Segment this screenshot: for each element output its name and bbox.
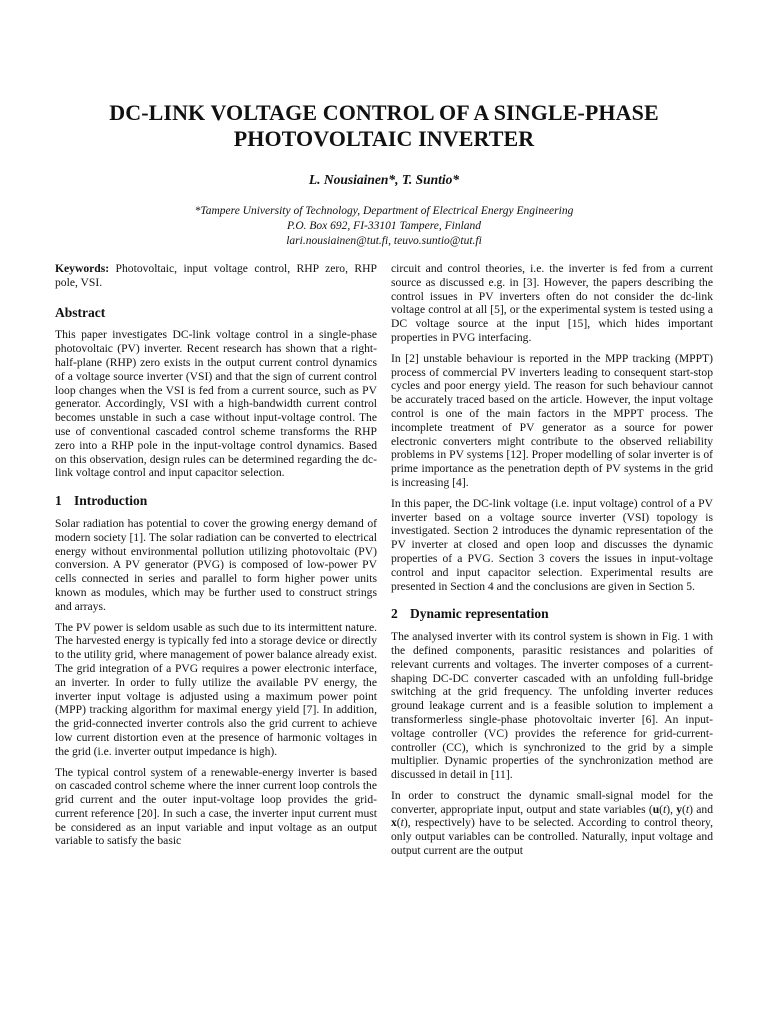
variable-y: y <box>676 802 683 816</box>
affiliation-emails: lari.nousiainen@tut.fi, teuvo.suntio@tut.fi <box>286 235 482 247</box>
variable-t: t <box>685 802 690 816</box>
variable-t: t <box>400 816 404 830</box>
variable-t: t <box>663 802 667 816</box>
title-line-2: PHOTOVOLTAIC INVERTER <box>233 126 535 151</box>
section-1-heading <box>55 494 377 508</box>
right-column <box>391 262 713 865</box>
title-line-1: DC-LINK VOLTAGE CONTROL OF A SINGLE-PHASE <box>109 100 659 125</box>
paper-title <box>40 100 728 152</box>
text-run: ) and <box>689 802 713 816</box>
left-column <box>55 262 377 855</box>
section-2-number: 2 <box>391 606 398 622</box>
keywords-label: Keywords: <box>55 262 110 275</box>
text-run: ( <box>396 816 401 830</box>
section-2-paragraph: The analysed inverter with its control system is shown in Fig. 1 with the defined components, parasitic resistances and polarities of relevant currents and voltages. The inverter composes of a current-shaping DC-DC converter cascaded with an unfolding full-bridge switching at the grid frequency. The unfolding inverter reduces ground leakage current and is a feasible solution to implement a transformerless single-phase photovoltaic inverter [6]. An input-voltage controller (VC) provides the reference for grid-current-controller (CC), which is synchronized to the grid by a simple multiplier. Dynamic properties of the synchronization method are discussed in detail in [11]. <box>391 630 713 782</box>
section-1-paragraph: Solar radiation has potential to cover the growing energy demand of modern society [1]. The solar radiation can be converted to electrical energy without environmental pollution utilizing photovoltaic (PV) conversion. A PV generator (PVG) is composed of low-power PV cells connected in series and parallel to form higher power units known as modules, which may be further used to construct strings and arrays. <box>55 516 377 613</box>
section-1-title: Introduction <box>74 493 148 509</box>
section-2-title: Dynamic representation <box>410 606 549 622</box>
affiliation-line-2: P.O. Box 692, FI-33101 Tampere, Finland <box>286 220 482 232</box>
section-1-paragraph: The typical control system of a renewable-energy inverter is based on cascaded control scheme where the inner current loop controls the grid current and the outer input-voltage loop provides the grid-current reference [20]. In such a case, the inverter input current must be considered as an input variable and input voltage as an output variable to satisfy the basic <box>55 765 377 848</box>
variable-u: u <box>652 802 660 816</box>
abstract-heading: Abstract <box>55 304 106 320</box>
section-1-paragraph: The PV power is seldom usable as such due to its intermittent nature. The harvested energy is typically fed into a storage device or directly to the utility grid, where management of power balance already exist. The grid integration of a PVG requires a power electronic interface, an inverter. In order to fully utilize the available PV energy, the inverter input voltage is adjusted using a maximum power point (MPP) tracking algorithm for maximal energy yield [7]. In addition, the grid-connected inverter controls also the grid current to achieve low current distortion even at the presence of harmonic voltages in the grid (i.e. inverter output impedance is high). <box>55 620 377 758</box>
text-run: ( <box>682 802 686 816</box>
section-1-number: 1 <box>55 493 62 509</box>
keywords <box>55 262 377 290</box>
variable-x: x <box>391 816 397 830</box>
section-1-paragraph: In [2] unstable behaviour is reported in the MPP tracking (MPPT) process of commercial PV inverters leading to consequent start-stop cycles and poor energy yield. The reason for such behaviour cannot be accurately traced based on the article. However, the input voltage control is one of the main factors in the MPPT process. The incomplete treatment of PV generator as a source for power electronic converters might contribute to the observed reliability problems in PV systems [12]. Proper modelling of solar inverter is of prime importance as the penetration depth of PV systems in the grid is increasing [4]. <box>391 351 713 489</box>
text-run: ), <box>666 802 677 816</box>
text-run: In order to construct the dynamic small-signal model for the converter, appropriate input, output and state variables ( <box>391 788 713 816</box>
section-2-heading <box>391 607 713 621</box>
section-2-paragraph <box>391 789 713 858</box>
paper-affiliation <box>40 204 728 249</box>
paper-authors: L. Nousiainen*, T. Suntio* <box>308 172 460 187</box>
section-1-paragraph: In this paper, the DC-link voltage (i.e. input voltage) control of a PV inverter based on a voltage source inverter (VSI) topology is investigated. Section 2 introduces the dynamic representation of the PV inverter at closed and open loop and discusses the dynamic properties of a PVG. Section 3 covers the issues in input-voltage control and input capacitor selection. Experimental results are presented in Section 4 and the conclusions are given in Section 5. <box>391 496 713 593</box>
text-run: ), respectively) have to be selected. According to control theory, only output variables can be controlled. Naturally, input voltage and output current are the output <box>391 816 713 858</box>
abstract-text: This paper investigates DC-link voltage control in a single-phase photovoltaic (PV) inverter. Recent research has shown that a right-half-plane (RHP) zero exists in the output current control dynamics of a voltage source inverter (VSI) and that the sign of current control loop changes when the VSI is fed from a current source, such as PV generator. Accordingly, VSI with a high-bandwidth current control becomes unstable in such a case without input-voltage control. The use of conventional cascaded control scheme transforms the RHP zero into a RHP pole in the input-voltage control dynamics. Based on this observation, design rules can be determined regarding the dc-link voltage control and input capacitor selection. <box>55 328 377 480</box>
section-1-paragraph: circuit and control theories, i.e. the inverter is fed from a current source as discussed e.g. in [3]. However, the papers describing the control issues in PV inverters often do not consider the dc-link voltage control at all [5], or the experimental system is tested using a DC voltage source at the input [15], which hides important properties in PVG interfacing. <box>391 262 713 344</box>
keywords-text: Photovoltaic, input voltage control, RHP zero, RHP pole, VSI. <box>55 262 377 289</box>
affiliation-line-1: *Tampere University of Technology, Department of Electrical Energy Engineering <box>194 205 574 217</box>
text-run: ( <box>659 802 664 816</box>
